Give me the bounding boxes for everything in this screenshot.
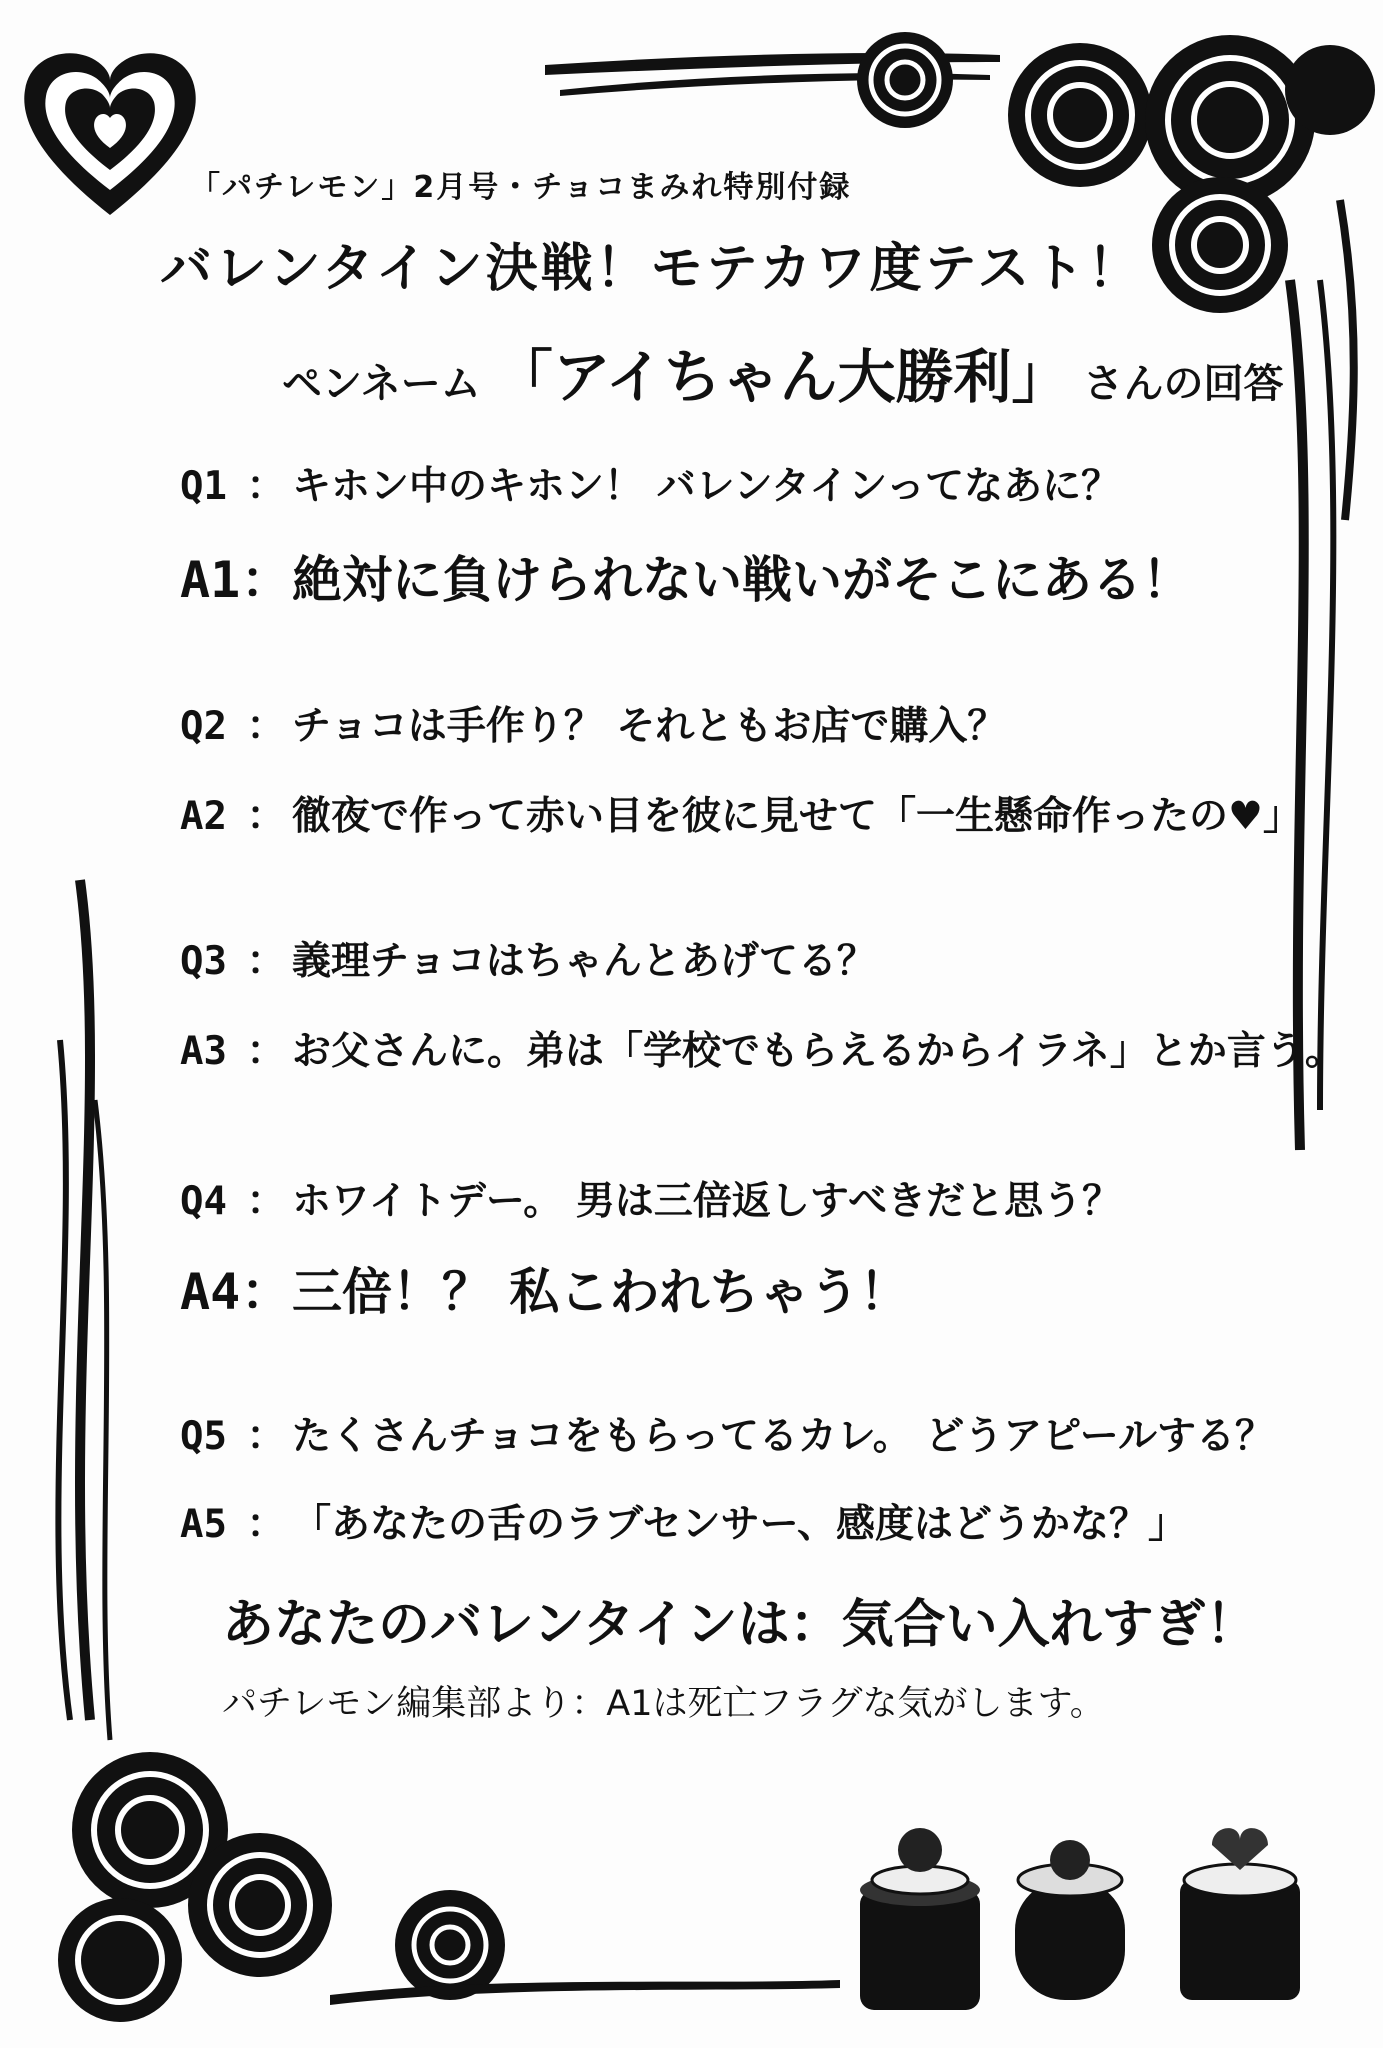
question-label: Q4 [180, 1179, 227, 1224]
answer-label: A3 [180, 1029, 227, 1074]
question-3: Q3 ： 義理チョコはちゃんとあげてる？ [180, 939, 876, 984]
answer-text: お父さんに。弟は「学校でもらえるからイラネ」とか言う。 [292, 1029, 1344, 1074]
answer-3: A3 ： お父さんに。弟は「学校でもらえるからイラネ」とか言う。 [180, 1029, 1344, 1074]
answer-text: 徹夜で作って赤い目を彼に見せて「一生懸命作ったの♥」 [292, 794, 1302, 839]
answer-4: A4：三倍！？ 私こわれちゃう！ [180, 1263, 910, 1321]
answer-text: 絶対に負けられない戦いがそこにある！ [292, 551, 1192, 609]
editor-note: パチレモン編集部より：A1は死亡フラグな気がします。 [222, 1684, 1105, 1724]
penname-prefix: ペンネーム [282, 361, 481, 407]
supplement-caption: 「パチレモン」2月号・チョコまみれ特別付録 [190, 170, 852, 205]
question-label: Q5 [180, 1414, 227, 1459]
question-1: Q1 ： キホン中のキホン！ バレンタインってなあに？ [180, 464, 1121, 509]
question-label: Q3 [180, 939, 227, 984]
cake-icon [860, 1828, 1300, 2010]
question-text: チョコは手作り？ それともお店で購入？ [292, 704, 1007, 749]
question-4: Q4 ： ホワイトデー。 男は三倍返しすべきだと思う？ [180, 1179, 1122, 1224]
question-text: 義理チョコはちゃんとあげてる？ [292, 939, 876, 984]
question-text: キホン中のキホン！ バレンタインってなあに？ [292, 464, 1121, 509]
answer-label: A1 [180, 551, 241, 609]
heart-icon [24, 53, 195, 215]
answer-text: 三倍！？ 私こわれちゃう！ [292, 1263, 910, 1321]
vine-decoration [58, 880, 110, 1740]
question-5: Q5 ： たくさんチョコをもらってるカレ。 どうアピールする？ [180, 1414, 1274, 1459]
answer-2: A2 ： 徹夜で作って赤い目を彼に見せて「一生懸命作ったの♥」 [180, 794, 1302, 839]
penname-suffix: さんの回答 [1083, 361, 1284, 407]
question-2: Q2 ： チョコは手作り？ それともお店で購入？ [180, 704, 1007, 749]
answer-text: 「あなたの舌のラブセンサー、感度はどうかな？」 [292, 1502, 1188, 1547]
result-text: あなたのバレンタインは：気合い入れすぎ！ [222, 1595, 1258, 1655]
answer-1: A1：絶対に負けられない戦いがそこにある！ [180, 551, 1192, 609]
answer-5: A5 ： 「あなたの舌のラブセンサー、感度はどうかな？」 [180, 1502, 1188, 1547]
answer-label: A5 [180, 1502, 227, 1547]
rose-icon [58, 1752, 840, 2022]
answer-label: A2 [180, 794, 227, 839]
question-text: ホワイトデー。 男は三倍返しすべきだと思う？ [292, 1179, 1122, 1224]
penname-line [282, 330, 1283, 414]
answer-label: A4 [180, 1263, 241, 1321]
question-label: Q2 [180, 704, 227, 749]
page-title: バレンタイン決戦！モテカワ度テスト！ [160, 239, 1143, 299]
question-label: Q1 [180, 464, 227, 509]
question-text: たくさんチョコをもらってるカレ。 どうアピールする？ [292, 1414, 1274, 1459]
penname: 「アイちゃん大勝利」 [494, 343, 1070, 411]
